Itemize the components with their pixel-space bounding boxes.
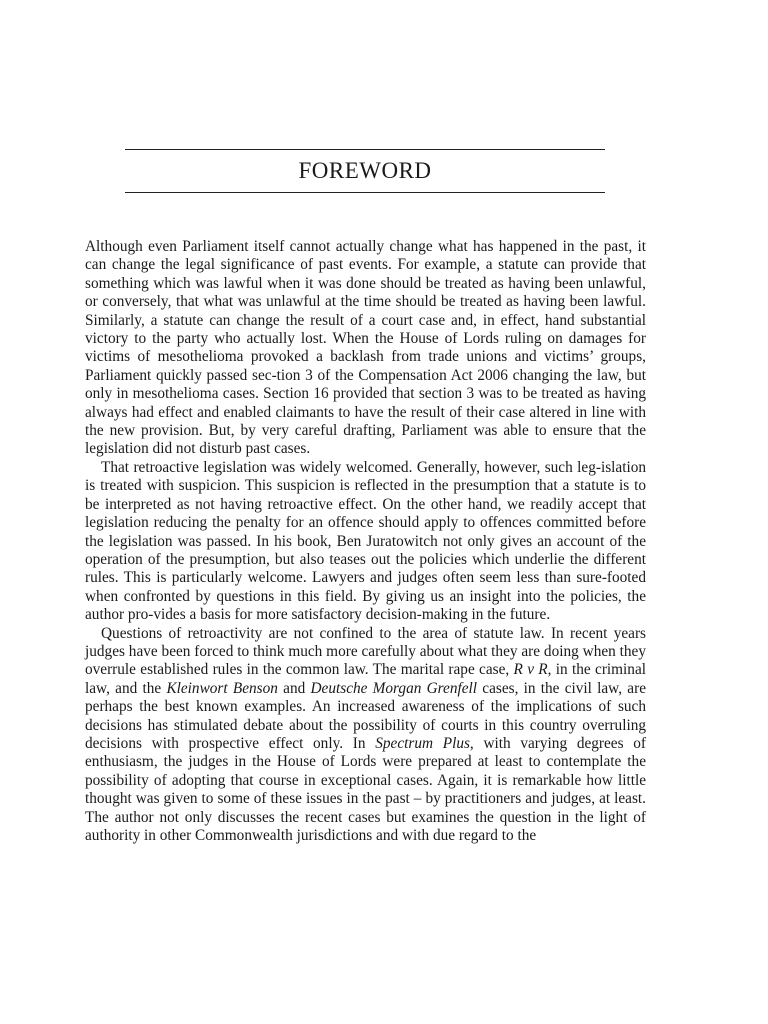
text-run: Although even Parliament itself cannot actually change what has happened in the past, it can change the legal significance of past events. For example, a statute can provide that something which was lawful when it was done should be treated as having been unlawful, or conversely, that what was unlawful at the time should be treated as having been lawful. Similarly, a statute can change the result of a court case and, in effect, hand substantial victory to the party who actually lost. When the House of Lords ruling on damages for victims of mesothelioma provoked a backlash from trade unions and victims’ groups, Parliament quickly passed sec-tion 3 of the Compensation Act 2006 changing the law, but only in mesothelioma cases. Section 16 provided that section 3 was to be treated as having always had effect and enabled claimants to have the result of their case altered in line with the new provision. But, by very careful drafting, Parliament was able to ensure that the legislation did not disturb past cases. xyxy=(85,238,646,458)
text-run: and xyxy=(277,679,311,697)
bottom-rule xyxy=(125,192,605,193)
page-title: FOREWORD xyxy=(298,158,432,183)
text-run: That retroactive legislation was widely welcomed. Generally, however, such leg-islation is treated with suspicion. This suspicion is reflected in the presumption that a statute is to be interpreted as not having retroactive effect. On the other hand, we readily accept that legislation reducing the penalty for an offence should apply to offences committed before the legislation was passed. In his book, Ben Juratowitch not only gives an account of the operation of the presumption, but also teases out the policies which underlie the different rules. This is particularly welcome. Lawyers and judges often seem less than sure-footed when confronted by questions in this field. By giving us an insight into the policies, the author pro-vides a basis for more satisfactory decision-making in the future. xyxy=(85,458,646,624)
body-text xyxy=(85,238,646,845)
text-run: , in the criminal law, and the xyxy=(85,661,646,697)
case-name-italic: R v R xyxy=(513,661,548,679)
paragraph xyxy=(85,625,646,846)
text-run: Questions of retroactivity are not confined to the area of statute law. In recent years judges have been forced to think much more carefully about what they are doing when they overrule established rules in the common law. The marital rape case, xyxy=(85,624,646,679)
case-name-italic: Deutsche Morgan Grenfell xyxy=(310,679,478,697)
case-name-italic: Spectrum Plus xyxy=(375,734,470,752)
paragraph xyxy=(85,238,646,459)
text-run: , with varying degrees of enthusiasm, the judges in the House of Lords were prepared at least to contemplate the possibility of adopting that course in exceptional cases. Again, it is remarkable how little thought was given to some of these issues in the past – by practitioners and judges, at least. The author not only discusses the recent cases but examines the question in the light of authority in other Commonwealth jurisdictions and with due regard to the xyxy=(85,734,646,844)
text-run: cases, in the civil law, are perhaps the best known examples. An increased awareness of the implications of such decisions has stimulated debate about the possibility of courts in this country overruling decisions with prospective effect only. In xyxy=(85,679,646,752)
case-name-italic: Kleinwort Benson xyxy=(166,679,278,697)
top-rule xyxy=(125,149,605,150)
paragraph xyxy=(85,459,646,625)
